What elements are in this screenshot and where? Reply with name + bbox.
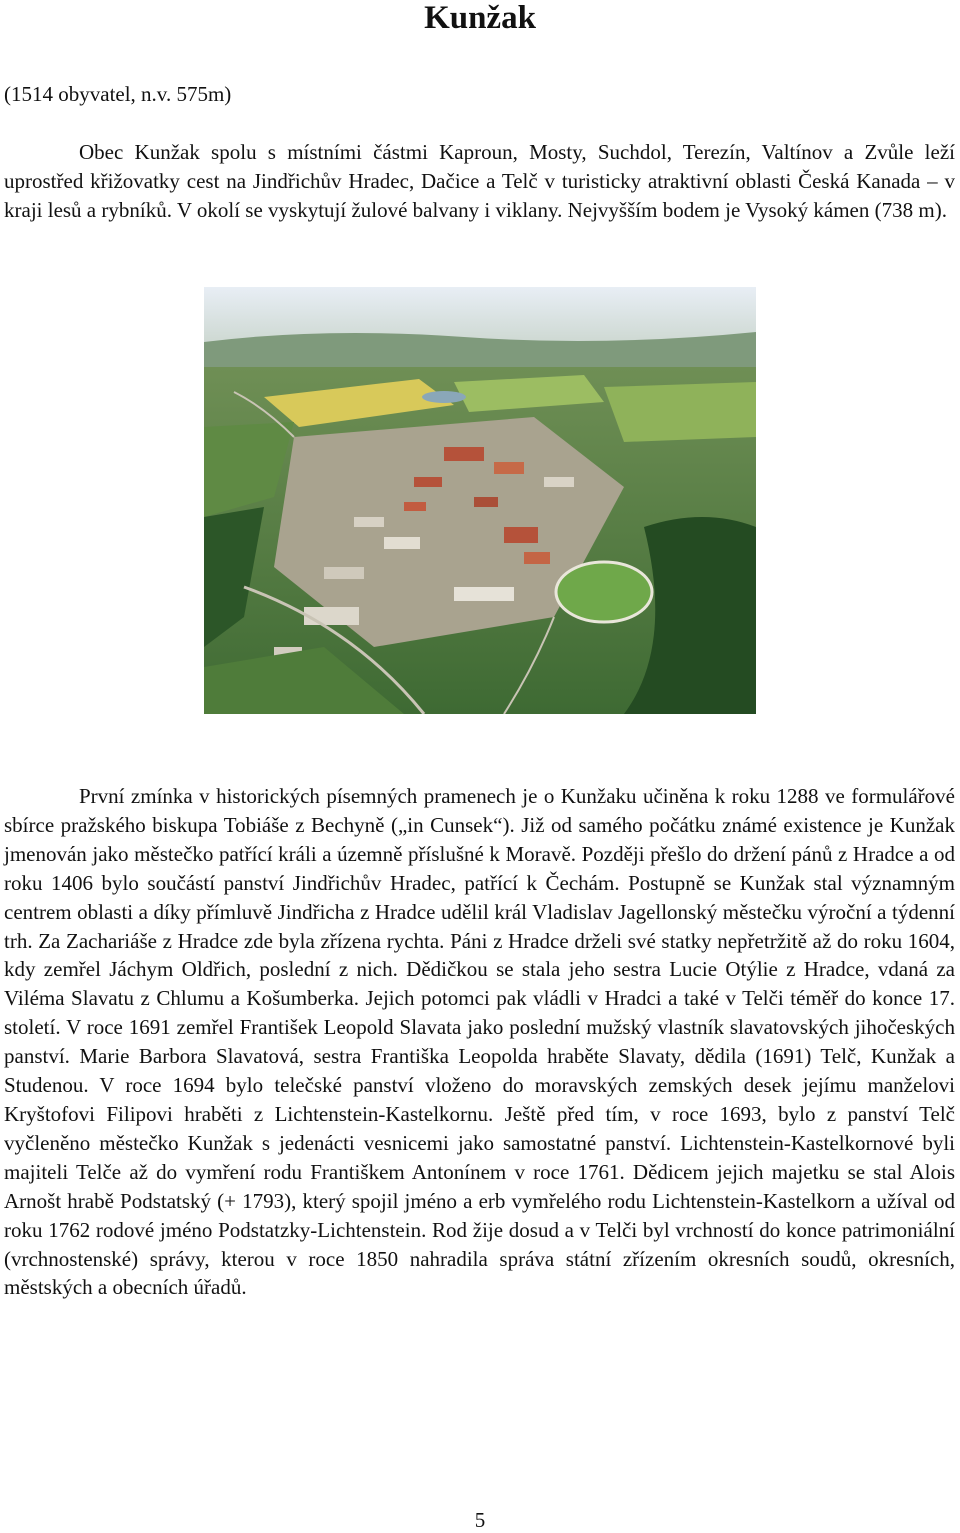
sports-field [556, 562, 652, 622]
aerial-photo-illustration [204, 287, 756, 714]
paragraph-history: První zmínka v historických písemných pramenech je o Kunžaku učiněna k roku 1288 ve formulářové sbírce pražského biskupa Tobiáše z Bechyně („in Cunsek“). Již od samého počátku známé existence je Kunžak jmenován jako městečko patřící králi a územně příslušné k Moravě. Později přešlo do držení pánů z Hradce a od roku 1406 bylo součástí panství Jindřichův Hradec, patřící k Čechám. Postupně se Kunžak stal významným centrem oblasti a díky přímluvě Jindřicha z Hradce udělil král Vladislav Jagellonský městečku výroční a týdenní trh. Za Zachariáše z Hradce zde byla zřízena rychta. Páni z Hradce drželi své statky nepřetržitě až do roku 1604, kdy zemřel Jáchym Oldřich, poslední z nich. Dědičkou se stala jeho sestra Lucie Otýlie z Hradce, vdaná za Viléma Slavatu z Chlumu a Košumberka. Jejich potomci pak vládli v Hradci a také v Telči téměř do konce 17. století. V roce 1691 zemřel František Leopold Slavata jako poslední mužský vlastník slavatovských jihočeských panství. Marie Barbora Slavatová, sestra Františka Leopolda hraběte Slavaty, dědila (1691) Telč, Kunžak a Studenou. V roce 1694 bylo telečské panství vloženo do moravských zemských desek jejímu manželovi Kryštofovi Filipovi hraběti z Lichtenstein-Kastelkornu. Ještě před tím, v roce 1693, bylo z panství Telč vyčleněno městečko Kunžak s jedenácti vesnicemi jako samostatné panství. Lichtenstein-Kastelkornové byli majiteli Telče až do vymření rodu Františkem Antonínem v roce 1761. Dědicem jejich majetku se stal Alois Arnošt hrabě Podstatský (+ 1793), který spojil jméno a erb vymřelého rodu Lichtenstein-Kastelkorn a užíval od roku 1762 rodové jméno Podstatzky-Lichtenstein. Rod žije dosud a v Telči byl vrchností do konce patrimoniální (vrchnostenské) správy, kterou v roce 1850 nahradila správa státní zřízením okresních soudů, okresních, městských a obecních úřadů. [4, 784, 955, 1300]
aerial-photo [204, 287, 756, 714]
paragraph-intro: Obec Kunžak spolu s místními částmi Kaproun, Mosty, Suchdol, Terezín, Valtínov a Zvůle leží uprostřed křižovatky cest na Jindřichův Hradec, Dačice a Telč v turisticky atraktivní oblasti Česká Kanada – v kraji lesů a rybníků. V okolí se vyskytují žulové balvany i viklany. Nejvyšším bodem je Vysoký kámen (738 m). [4, 140, 955, 222]
subtitle: (1514 obyvatel, n.v. 575m) [4, 82, 232, 106]
green-field-right [604, 382, 756, 442]
page-number: 5 [474, 1508, 486, 1532]
pond [422, 391, 466, 403]
page-title: Kunžak [424, 0, 536, 36]
